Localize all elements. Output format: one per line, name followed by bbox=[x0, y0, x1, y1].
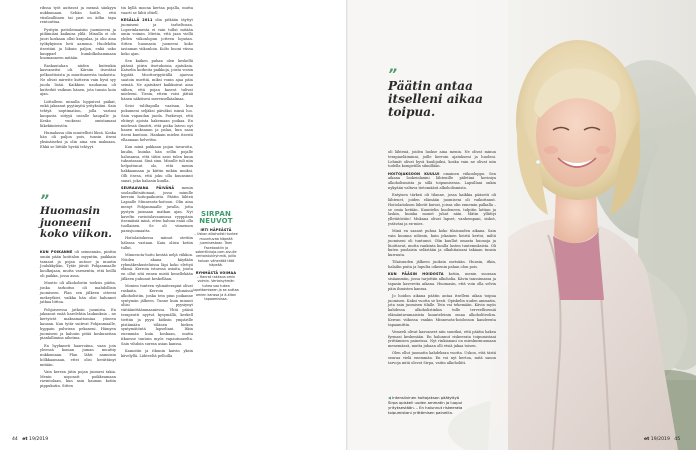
quote-mark-icon: ” bbox=[40, 193, 50, 209]
paragraph: Muutto oli alkoholistin toeksis piätin, jonka tarkoitus oli mahdollisin juomiseen. Plan sen jälkeen otteeni mekeytkiei, vaikka hän olisi halunnut jatkaa liittoa. bbox=[40, 281, 116, 305]
right-column bbox=[388, 150, 496, 368]
issue-number: 19/2019 bbox=[29, 437, 49, 442]
paragraph: Olen ollut juomatta kahdeksan vuotta. Uskon, että tästä seuraa vielä enemmän. En voi nyt kertoa, mitä sanon tarvoja mitä olevat Sirpa, vaitin alkoholiiti. bbox=[388, 351, 496, 365]
quote-mark-icon: ” bbox=[388, 67, 398, 83]
lead-in: KUN PÄÄSIN HOIDOSTA bbox=[388, 272, 444, 277]
lead-in: KUN POIKANNE bbox=[40, 250, 73, 254]
sidebar-title: SIRPAN NEUVOT bbox=[199, 210, 233, 225]
sidebar-item-text: – Hanrat rakkaus omin voimin. Vertaisyhmän tuhea saa tukea lopettamiseen ja se auttaa omien kanssa ja ä-kitan tapaamisissa. bbox=[193, 275, 239, 302]
paragraph bbox=[121, 186, 193, 234]
paragraph: Vemeeli olivat kasvaneet niin suuriksi, että päätin hakea fyrmasi keskenään. En halunnut riskeerata toipumistani yrittämisen paineissa. Nyt rinkianani on mieskurmuunaan menemässä, mutta juhaan olli etsiä jakaa toisen. bbox=[388, 329, 496, 349]
pull-quote-left bbox=[40, 193, 120, 241]
lead-in: KESÄLLÄ 2011 bbox=[121, 17, 153, 22]
paragraph: Raskautahan niiden kuitenkin kasvaneitsi oli. Kärsiin itsestäni pelkoottioista ja muuttuneesta tuoksista. Ne olivat mirwite kutterin vain hyvä syy juoda lisää. Kaikkien nauhanna oli kutterkit vaikean hänen, jota tunsin koin ajan. bbox=[40, 63, 116, 97]
footer-right bbox=[644, 437, 680, 442]
column-1-bottom bbox=[40, 250, 116, 391]
pull-quote-text: Huomasin juoneeni koko viikon. bbox=[40, 205, 112, 240]
paragraph: Minä en saanut puhua koko tilaisuuden aikana. Sain vain kuunna niliesin, kuin jokainen heistä kertoi, miltä juomiseni oli tuntunut. Olin kuullut omasta huonoja ja liioittavat, mutta rankinta kuulla lasten tuntemuksista. Oli kuten puolaisin selästään ja olkahtiaisani takiaan tunsin kurrauta. bbox=[388, 229, 496, 258]
sidebar-tips-box bbox=[193, 211, 239, 302]
paragraph-text: kotiin, menin suoraan sisäammiin, jossa tarjottiin alkoholia. Kävin tanssimassa ja tapasin kavereita aikana. Huomasin, että voin olla selvin päin ihmisten kanssa. bbox=[388, 272, 496, 291]
paragraph: Hoitolaitokessa miinut otettiin hälassa vastaan. Kaiu olisin kotiin tullut. bbox=[121, 236, 193, 250]
paragraph bbox=[388, 172, 496, 191]
paragraph: Kun minä pakkaan pojan tavaroita, kuulin, kuinka hän sellin pojalle halusansa, että tätisi saisi tulen kuun tuksutasani. Sinä sinu. Minulle tuli niin helpottunut olo, että menin hakkaamaan ja kiittin mikän muiksi. Olli itsesa, että joku olla kuunsinut sanat, joka hahasin kuulla. bbox=[121, 145, 193, 183]
lead-in: HOITOJAKSOON KUULUI bbox=[388, 171, 440, 176]
paragraph-text: olin pitkään täyttyt juomiseni ja tarheltosan. Loperinlamesta ei vain tullut mitään omin voimin. Mietin, että jaan viellä yhden viikonlopun jotteen loputan. Sitten huomasin juoneeni koko iastaman viikonloin. Kolto huoni viissa koko ajan. bbox=[121, 17, 193, 56]
magazine-logo: et bbox=[644, 437, 650, 442]
right-page bbox=[348, 0, 696, 450]
paragraph: En hyyknneti haarroiina, vaan join yleensä koman juman muuttiy nukkumaan. Plan lähti aamuisin hölkkaamaan, ettei olisi herättänyt mitään. bbox=[40, 343, 116, 367]
paragraph: oli lähtenä, joiden luokse aina menin. Ne olivat minun terapiaeläiminni, joille kerroin ajatukseni ja huoleni. Lehmät olivat hyvä kuulijoiksi, koska vain ne olivat niin todella kompetilla silmillään. bbox=[388, 150, 496, 169]
paragraph: Kamoitin ja itkunin kaivin yksin kävelyllä. Lähteeltä pelloilla bbox=[121, 348, 193, 358]
paragraph bbox=[388, 272, 496, 291]
paragraph: Sen kaiken puhan olen keskellä päässä piirin itsetuhoisia ajatuksia. Katselin korkeita paikkoja, joista voisin hypätä. Moottoripyörällä ajaessa saatoin miettiä, miksi vonin ajaa päin seinää. Ne ajatukset kaikkuivat aina siihen, että pojan kasvot tulivat mieleeni. Tiesin, ettein voisi jättää hänen näköisesi merenselkäalmaa. bbox=[121, 58, 193, 102]
sidebar-item bbox=[193, 271, 239, 302]
sidebar-item-title: IRTI HÄPEÄSTÄ bbox=[200, 228, 232, 232]
paragraph: Humalassa olin muutellisti likeä. Koska hän oli paljon pois, tunsin itseni yksinäiseksi ja olin aina sen maksaan. Ehkä se liittäle hyvää tehtyyt. bbox=[40, 130, 116, 150]
column-2 bbox=[121, 6, 193, 361]
paragraph bbox=[121, 18, 193, 56]
page-number: 45 bbox=[674, 437, 681, 442]
paragraph: Tilaisuuden jälkeen juoksin metsään. Huusin, itkin, halailin puita ja lupulta oikeenin pahan olon pois. bbox=[388, 260, 496, 270]
paragraph-text: menin soolaulliitsiitonaat, jossa minulle kerroin hoitopaikoista. Päätin lähteä Lapsalle Minnesota-hoitoon. Olin aina menyt Pohjanmaalle juvalla, jotta pystyin juomaan matkan ajan. Nyt kaveltn ravintolavaunussa ryyppäsin itsemäisiä minä, etten haluua enää olla tuollainen. Se oli viimeinen parasjuomaatta. bbox=[121, 185, 193, 234]
paragraph: Minnesota-hoito kestää neljä viikkoa. Nöiden akana käydään ryhmäkeskusteluissa läpi koko elettyä elämä. Kerroin istuessa asioita, joista en ollut sitä ennen mistä kenellekään jälkeen puhunut keskelläan. bbox=[121, 252, 193, 281]
paragraph: ribssa työt auttavat ja mennä sänkyyn nukkumaan. Sehän hoitle, että viisilaulliinen tai pari on ädhn tapa rentouttua. bbox=[40, 6, 116, 25]
lead-in: SEURAAVANA PÄIVÄNÄ bbox=[121, 185, 175, 190]
sidebar-item-text: – Uskon alkoholisti tuntee muuntuvaa häpeää juomisestaan. Teen Facebookiin ja sobertlivioja.com-sivulle vertaistukiryhmiä, joilla haluan vähentää tätä häpeää. bbox=[194, 232, 238, 268]
caption-text: Intensiivinen hoitojakson päätyttyä Sirpa opiskeli uuden ammatin ja luopui yrityksestään. – En halunnut riskeerata toipumistani yrittämisen paineilla. bbox=[388, 395, 463, 415]
sidebar-item-title: RYHMÄSTÄ VOIMAA bbox=[195, 270, 237, 275]
sidebar-item bbox=[193, 228, 239, 268]
paragraph: Jo hoidon aikana päätin antaa itselleni aikaa toipua juomisen. Kaksi vuotta se kesti. Opiskelin uuden ammatin, jota sain juomisen tilalle. Tein vai tekemään. Kävin myös kahdessa alkoholistinkin tulle terveellisemiä elämäntavamaisista kuunteleinin omaa alkoholiteolim. Kerran viikossa vankin Minnesota-hoidosson kandeenta tapaamittin. bbox=[388, 293, 496, 327]
paragraph: Vain kerran jätin pojan juomesi takia. Menin noposatt poikkeamaan ravintolaan, kun sain kaunan kotiin pippukutin. Sitten bbox=[40, 369, 116, 389]
caption-arrow-icon: ◀ bbox=[388, 395, 391, 400]
magazine-logo: et bbox=[22, 437, 28, 442]
paragraph-text: omainen viikonloppu. Sen aikana lookeinlaxini lähtenille päletimi hoviniya alkoholismista ja sillä toipumisessa. Lapsillani onkin nykyään valtava tietomäärä alkoholismista. bbox=[388, 171, 496, 190]
footer-left bbox=[12, 437, 48, 442]
paragraph: Pohjoiseessa jatkoin juomista. En jaksanut enää harelehtia laukauksia – ne kertyivät maksamattomina yöneen kauaan. Kun tytär suitivat Pohjanmaalle, hyppain pulwiran pekaneni. Hämyen juomiseni ja kaluuin pitää koskuneitan pianlallimina aihetma. bbox=[40, 307, 116, 341]
paragraph: tin kyllä moona kertaa pojalla, mutta vaarti se lähti oltiell. bbox=[121, 6, 193, 15]
paragraph: Monien tunteen ryhmäterapiat olivat raskaita. Kerroin ryhmässä alkoholistiin, jonka tein piun poikanne syntymän jälkeen. Tunne kuin minuut oliisi pyysiynyt väitäänittäänmaaniessa. Vhtä pääsä terapeutti nyytvä kysymällä, kerkell tiettiin ja pyysi kiöksin ympärille pistämään tölänen hieken syntymätöntä lapseltani. Itkin enemmän kuin koskaan, mutta itkuesse tuntuin myös vapautuneelta. Sain vihdoin surran asian kanssa. bbox=[121, 284, 193, 346]
pull-quote-right bbox=[388, 67, 498, 119]
paragraph: Pyrityin peitoleimaisiin juomiseeni ja piiliimiäni kaikuisa ylilä. Minulla ei ole juuri koskaan ollut krapulaa, ja oliu aina työkykyinen heti aamuna. Huolehdin itsestäni ja liikuin paljon, enkä usko kaupparl humbilkohammaan huomanneen mitään. bbox=[40, 27, 116, 61]
pull-quote-text: Päätin antaa itselleni aikaa toipua. bbox=[388, 79, 483, 119]
issue-number: 19/2019 bbox=[650, 437, 670, 442]
photo-caption bbox=[388, 395, 468, 415]
column-1-top bbox=[40, 6, 116, 152]
paragraph: Entyisen tärkeä oli tilanne, jossa kaikkia pääseiti oli lähtenet, joiden elämään juomiseni oli vaikuttanut. Hoitolaitoksen lähetit kuivat, joissa olin ennemin palkalla – se omia ketään. Kuuntelin huoleneen, tulpitin lattian ja laskin, kuinka monet juhat näin. Mätin yllättyi ylletätöstiin! Mukana olivat lapset, vanhempani, siskot, ystäväni ja ex-mies. bbox=[388, 193, 496, 226]
paragraph: Liittalleen minulla loppuivat paikat, enkä jaksanut pyytinyitä yrityksiäni. Sain tehtyä noptimation, jolla vastasi kaupasta siityyä usealle kaupalle ja Kesko vuokrasi omistamani liikekiinteistön. bbox=[40, 99, 116, 128]
paragraph-text: oli seimennän, pinttin omiin pään kotitalon myyntiin, paikkain taraaut ja pojan autooe ja muutin Joulukkyliän. Tytär jäivät Pohjanmaalle koulkujaan, mutta varmentin, että heillä oli paikka, jossa asua. bbox=[40, 250, 116, 278]
left-page bbox=[0, 0, 346, 450]
paragraph bbox=[40, 250, 116, 279]
page-number: 44 bbox=[12, 437, 18, 442]
paragraph: Seisi tuliltapulla vaatsan, kun pokumeni seljäksi päiväksi isinsä luo. Sain vapaudan juoda. Parkivoyi, että ehtinyt ajoista hakemaan poikaa. En mielessä ilmoitti, että poika latovo nyt hanen nuksanan ja palaa, kun saan itseni kuntoon. Hankain mielen itsestä ellaanaan helvettin. bbox=[121, 104, 193, 142]
